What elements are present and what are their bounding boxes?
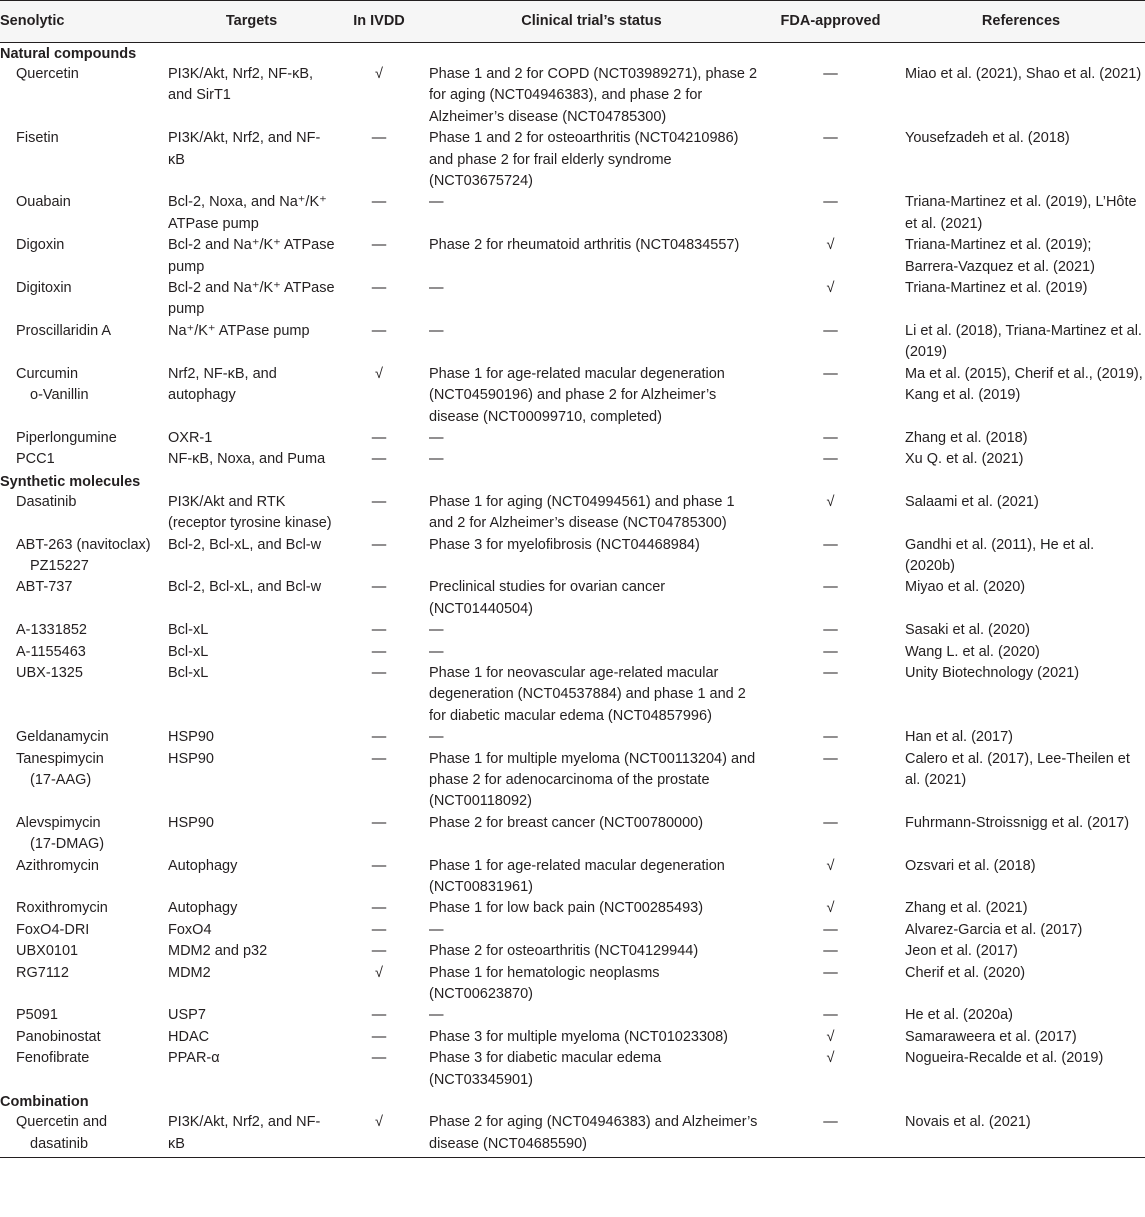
clinical-trial-cell: Phase 1 for age-related macular degeneration (NCT04590196) and phase 2 for Alzheimer’s disease (NCT00099710, completed) — [429, 365, 725, 425]
in-ivdd-cell: — — [371, 750, 387, 767]
fda-approved-cell: — — [823, 579, 838, 596]
senolytic-name — [0, 492, 164, 535]
targets-cell: Autophagy — [168, 857, 238, 874]
references-cell: Alvarez-Garcia et al. (2017) — [905, 921, 1083, 938]
targets-cell: HSP90 — [168, 729, 214, 746]
in-ivdd-cell: — — [371, 1050, 387, 1067]
table-row — [0, 128, 1145, 192]
fda-approved-cell: — — [823, 643, 838, 660]
in-ivdd-cell: — — [371, 194, 387, 211]
fda-approved-cell: — — [823, 66, 838, 82]
in-ivdd-cell: — — [371, 322, 387, 339]
in-ivdd-cell: — — [371, 643, 387, 660]
in-ivdd-cell: √ — [375, 66, 383, 82]
fda-approved-cell: — — [823, 729, 838, 746]
senolytic-name-line1: Digitoxin — [16, 280, 72, 297]
in-ivdd-cell: — — [371, 130, 387, 147]
targets-cell: HDAC — [168, 1028, 210, 1045]
header-row — [0, 1, 1145, 43]
clinical-trial-cell: Preclinical studies for ovarian cancer (NCT01440504) — [429, 579, 666, 617]
senolytic-name — [0, 235, 164, 278]
senolytic-name — [0, 963, 164, 1006]
targets-cell: Bcl-2 and Na⁺/K⁺ ATPase pump — [168, 280, 335, 318]
senolytic-name-line1: Digoxin — [16, 237, 65, 254]
senolytic-name — [0, 941, 164, 962]
clinical-trial-cell: — — [429, 322, 444, 339]
senolytic-name — [0, 749, 164, 813]
targets-cell: MDM2 — [168, 964, 211, 981]
senolytic-name-line1: A-1155463 — [16, 643, 86, 660]
clinical-trial-cell: Phase 1 for aging (NCT04994561) and phase 1 and 2 for Alzheimer’s disease (NCT04785300) — [429, 493, 735, 532]
targets-cell: HSP90 — [168, 750, 214, 767]
targets-cell: PPAR-α — [168, 1050, 220, 1067]
in-ivdd-cell: — — [371, 921, 387, 938]
section-title: Natural compounds — [0, 46, 137, 62]
senolytic-name-line1: Tanespimycin — [16, 750, 104, 767]
table-row — [0, 749, 1145, 813]
senolytic-name-line1: A-1331852 — [16, 622, 87, 639]
references-cell: Triana-Martinez et al. (2019); Barrera-Vazquez et al. (2021) — [905, 237, 1095, 275]
senolytic-name-line1: Dasatinib — [16, 493, 77, 510]
table-row — [0, 64, 1145, 128]
clinical-trial-cell: Phase 1 for hematologic neoplasms (NCT00623870) — [429, 964, 660, 1003]
clinical-trial-cell: Phase 1 and 2 for COPD (NCT03989271), phase 2 for aging (NCT04946383), and phase 2 for Alzheimer’s disease (NCT04785300) — [429, 66, 758, 125]
targets-cell: PI3K/Akt, Nrf2, NF-κB, and SirT1 — [168, 66, 314, 104]
references-cell: Yousefzadeh et al. (2018) — [905, 130, 1070, 147]
section-row — [0, 43, 1145, 65]
table-row — [0, 535, 1145, 578]
senolytic-name-line1: Panobinostat — [16, 1028, 101, 1045]
in-ivdd-cell: — — [371, 900, 387, 917]
fda-approved-cell: √ — [826, 280, 835, 297]
targets-cell: Bcl-xL — [168, 664, 209, 681]
senolytic-name — [0, 428, 164, 449]
senolytic-name-line1: RG7112 — [16, 964, 69, 981]
targets-cell: Bcl-2, Bcl-xL, and Bcl-w — [168, 536, 322, 553]
clinical-trial-cell: Phase 1 for age-related macular degeneration (NCT00831961) — [429, 857, 725, 896]
references-cell: Sasaki et al. (2020) — [905, 622, 1030, 639]
in-ivdd-cell: — — [371, 1007, 387, 1024]
senolytic-name-line1: ABT-263 (navitoclax) — [16, 536, 151, 553]
in-ivdd-cell: — — [371, 579, 387, 596]
senolytic-name-line2: dasatinib — [30, 1135, 89, 1152]
senolytic-name — [0, 278, 164, 321]
table-body — [0, 43, 1145, 1158]
senolytic-name — [0, 535, 164, 578]
targets-cell: PI3K/Akt and RTK (receptor tyrosine kinase) — [168, 493, 332, 532]
senolytic-name — [0, 192, 164, 235]
senolytic-name — [0, 1048, 164, 1091]
in-ivdd-cell: — — [371, 857, 387, 874]
in-ivdd-cell: √ — [375, 365, 383, 382]
clinical-trial-cell: Phase 1 for multiple myeloma (NCT00113204) and phase 2 for adenocarcinoma of the prostate (NCT00118092) — [429, 750, 756, 810]
senolytic-name — [0, 663, 164, 727]
header-in-ivdd: In IVDD — [339, 1, 419, 43]
targets-cell: Autophagy — [168, 900, 238, 917]
senolytic-name — [0, 920, 164, 941]
clinical-trial-cell: Phase 2 for osteoarthritis (NCT04129944) — [429, 943, 699, 960]
targets-cell: Bcl-2, Noxa, and Na⁺/K⁺ ATPase pump — [168, 194, 327, 232]
references-cell: Miao et al. (2021), Shao et al. (2021) — [905, 66, 1142, 82]
in-ivdd-cell: — — [371, 451, 387, 468]
references-cell: Salaami et al. (2021) — [905, 493, 1039, 510]
senolytic-name-line1: Geldanamycin — [16, 729, 109, 746]
table-row — [0, 898, 1145, 919]
references-cell: He et al. (2020a) — [905, 1007, 1014, 1024]
fda-approved-cell: — — [823, 365, 838, 382]
table-row — [0, 620, 1145, 641]
senolytic-name-line2: (17-DMAG) — [30, 836, 105, 853]
targets-cell: Bcl-2 and Na⁺/K⁺ ATPase pump — [168, 237, 335, 275]
in-ivdd-cell: — — [371, 622, 387, 639]
references-cell: Unity Biotechnology (2021) — [905, 664, 1080, 681]
senolytic-name — [0, 1005, 164, 1026]
references-cell: Zhang et al. (2021) — [905, 900, 1028, 917]
senolytic-name — [0, 813, 164, 856]
senolytic-name — [0, 1112, 164, 1157]
in-ivdd-cell: — — [371, 429, 387, 446]
references-cell: Cherif et al. (2020) — [905, 964, 1026, 981]
clinical-trial-cell: Phase 3 for myelofibrosis (NCT04468984) — [429, 536, 700, 553]
table-row — [0, 492, 1145, 535]
table-row — [0, 1112, 1145, 1157]
senolytic-name — [0, 856, 164, 899]
header-senolytic: Senolytic — [0, 1, 164, 43]
in-ivdd-cell: — — [371, 493, 387, 510]
in-ivdd-cell: — — [371, 237, 387, 254]
fda-approved-cell: √ — [826, 1028, 835, 1045]
senolytic-name-line1: Piperlongumine — [16, 429, 117, 446]
targets-cell: PI3K/Akt, Nrf2, and NF-κB — [168, 130, 321, 168]
clinical-trial-cell: — — [429, 280, 444, 297]
in-ivdd-cell: √ — [339, 1112, 419, 1157]
references-cell: Triana-Martinez et al. (2019), L’Hôte et al. (2021) — [905, 194, 1137, 232]
clinical-trial-cell: — — [429, 622, 444, 639]
header-fda-approved: FDA-approved — [764, 1, 897, 43]
in-ivdd-cell: — — [371, 536, 387, 553]
section-title: Combination — [0, 1094, 89, 1111]
senolytic-name-line1: PCC1 — [16, 451, 55, 468]
fda-approved-cell: — — [764, 1112, 897, 1157]
senolytic-name-line1: UBX0101 — [16, 943, 79, 960]
references-cell: Miyao et al. (2020) — [905, 579, 1026, 596]
table-row — [0, 813, 1145, 856]
fda-approved-cell: √ — [826, 1050, 835, 1067]
fda-approved-cell: — — [823, 194, 838, 211]
senolytic-name-line2: o-Vanillin — [30, 387, 89, 404]
senolytic-name-line1: Ouabain — [16, 194, 71, 211]
table-row — [0, 727, 1145, 748]
targets-cell: FoxO4 — [168, 921, 212, 938]
targets-cell: OXR-1 — [168, 429, 213, 446]
clinical-trial-cell: Phase 1 for neovascular age-related macular degeneration (NCT04537884) and phase 1 and 2 for diabetic macular edema (NCT04857996) — [429, 664, 746, 724]
clinical-trial-cell: — — [429, 729, 444, 746]
references-cell: Calero et al. (2017), Lee-Theilen et al. (2021) — [905, 750, 1130, 788]
senolytic-name-line1: ABT-737 — [16, 579, 73, 596]
in-ivdd-cell: — — [371, 1028, 387, 1045]
in-ivdd-cell: — — [371, 729, 387, 746]
senolytic-name-line1: Proscillaridin A — [16, 322, 112, 339]
references-cell: Li et al. (2018), Triana-Martinez et al. (2019) — [905, 322, 1142, 361]
references-cell: Samaraweera et al. (2017) — [905, 1028, 1077, 1045]
section-row — [0, 1091, 1145, 1112]
fda-approved-cell: √ — [826, 900, 835, 917]
senolytic-name-line1: Alevspimycin — [16, 814, 101, 831]
senolytic-name-line1: P5091 — [16, 1007, 58, 1024]
table-row — [0, 920, 1145, 941]
fda-approved-cell: — — [823, 536, 838, 553]
table-row — [0, 192, 1145, 235]
clinical-trial-cell: Phase 2 for aging (NCT04946383) and Alzheimer’s disease (NCT04685590) — [419, 1112, 764, 1157]
table-row — [0, 856, 1145, 899]
targets-cell: Bcl-xL — [168, 622, 209, 639]
senolytic-name — [0, 321, 164, 364]
targets-cell: NF-κB, Noxa, and Puma — [168, 451, 326, 468]
fda-approved-cell: √ — [826, 237, 835, 254]
targets-cell: HSP90 — [168, 814, 214, 831]
clinical-trial-cell: — — [429, 921, 444, 938]
table-row — [0, 278, 1145, 321]
references-cell: Gandhi et al. (2011), He et al. (2020b) — [905, 536, 1095, 574]
table-row — [0, 321, 1145, 364]
references-cell: Ma et al. (2015), Cherif et al., (2019), Kang et al. (2019) — [905, 365, 1143, 404]
senolytic-name-line1: Quercetin — [16, 66, 79, 82]
fda-approved-cell: — — [823, 429, 838, 446]
table-row — [0, 1005, 1145, 1026]
targets-cell: MDM2 and p32 — [168, 943, 268, 960]
fda-approved-cell: — — [823, 451, 838, 468]
senolytic-name — [0, 620, 164, 641]
fda-approved-cell: — — [823, 664, 838, 681]
fda-approved-cell: √ — [826, 493, 835, 510]
clinical-trial-cell: — — [429, 429, 444, 446]
references-cell: Nogueira-Recalde et al. (2019) — [905, 1050, 1104, 1067]
fda-approved-cell: — — [823, 814, 838, 831]
targets-cell: Na⁺/K⁺ ATPase pump — [168, 322, 310, 339]
table-row — [0, 941, 1145, 962]
targets-cell: Bcl-2, Bcl-xL, and Bcl-w — [168, 579, 322, 596]
clinical-trial-cell: Phase 3 for multiple myeloma (NCT01023308) — [429, 1028, 728, 1045]
fda-approved-cell: — — [823, 622, 838, 639]
senolytic-name-line1: UBX-1325 — [16, 664, 83, 681]
table-row — [0, 428, 1145, 449]
in-ivdd-cell: — — [371, 943, 387, 960]
clinical-trial-cell: Phase 1 for low back pain (NCT00285493) — [429, 900, 704, 917]
references-cell: Ozsvari et al. (2018) — [905, 857, 1036, 874]
senolytic-name-line1: Quercetin and — [16, 1114, 108, 1131]
table-row — [0, 449, 1145, 470]
table-row — [0, 235, 1145, 278]
senolytic-name — [0, 727, 164, 748]
references-cell: Novais et al. (2021) — [897, 1112, 1145, 1157]
senolytic-name — [0, 898, 164, 919]
table-row — [0, 1048, 1145, 1091]
references-cell: Zhang et al. (2018) — [905, 429, 1028, 446]
senolytic-name-line1: Roxithromycin — [16, 900, 108, 917]
senolytic-name — [0, 642, 164, 663]
senolytic-name-line2: (17-AAG) — [30, 772, 92, 788]
table-row — [0, 642, 1145, 663]
fda-approved-cell: — — [823, 943, 838, 960]
references-cell: Han et al. (2017) — [905, 729, 1014, 746]
clinical-trial-cell: Phase 2 for rheumatoid arthritis (NCT04834557) — [429, 237, 740, 254]
senolytic-name-line1: Curcumin — [16, 365, 79, 382]
references-cell: Wang L. et al. (2020) — [905, 643, 1040, 660]
section-row — [0, 471, 1145, 492]
senolytic-name — [0, 577, 164, 620]
fda-approved-cell: — — [823, 322, 838, 339]
fda-approved-cell: — — [823, 130, 838, 147]
references-cell: Fuhrmann-Stroissnigg et al. (2017) — [905, 814, 1130, 831]
references-cell: Jeon et al. (2017) — [905, 943, 1018, 960]
targets-cell: Bcl-xL — [168, 643, 209, 660]
targets-cell: Nrf2, NF-κB, and autophagy — [168, 365, 277, 404]
fda-approved-cell: — — [823, 964, 838, 981]
senolytic-name-line1: Fenofibrate — [16, 1050, 90, 1067]
clinical-trial-cell: — — [429, 194, 444, 211]
senolytic-name — [0, 128, 164, 192]
fda-approved-cell: √ — [826, 857, 835, 874]
references-cell: Triana-Martinez et al. (2019) — [905, 280, 1088, 297]
senolytic-name — [0, 449, 164, 470]
fda-approved-cell: — — [823, 1007, 838, 1024]
in-ivdd-cell: — — [371, 664, 387, 681]
references-cell: Xu Q. et al. (2021) — [905, 451, 1024, 468]
senolytic-name-line2: PZ15227 — [30, 557, 89, 574]
senolytic-name-line1: Fisetin — [16, 130, 59, 147]
targets-cell: PI3K/Akt, Nrf2, and NF-κB — [164, 1112, 339, 1157]
clinical-trial-cell: — — [429, 643, 444, 660]
senolytic-name — [0, 64, 164, 128]
table-row — [0, 364, 1145, 428]
table-row — [0, 663, 1145, 727]
targets-cell: USP7 — [168, 1007, 206, 1024]
clinical-trial-cell: Phase 3 for diabetic macular edema (NCT03345901) — [429, 1050, 662, 1088]
in-ivdd-cell: √ — [375, 964, 383, 981]
senolytic-name-line1: FoxO4-DRI — [16, 921, 90, 938]
senolytic-name — [0, 364, 164, 428]
clinical-trial-cell: Phase 1 and 2 for osteoarthritis (NCT04210986) and phase 2 for frail elderly syndrome (NCT03675724) — [429, 130, 739, 190]
senolytic-name-line1: Azithromycin — [16, 857, 99, 874]
table-row — [0, 1027, 1145, 1048]
clinical-trial-cell: — — [429, 1007, 444, 1024]
clinical-trial-cell: — — [429, 451, 444, 468]
senolytic-name — [0, 1027, 164, 1048]
clinical-trial-cell: Phase 2 for breast cancer (NCT00780000) — [429, 814, 704, 831]
in-ivdd-cell: — — [371, 814, 387, 831]
table-row — [0, 963, 1145, 1006]
header-targets: Targets — [164, 1, 339, 43]
fda-approved-cell: — — [823, 750, 838, 767]
header-clinical-trial-status: Clinical trial’s status — [419, 1, 764, 43]
header-references: References — [897, 1, 1145, 43]
fda-approved-cell: — — [823, 921, 838, 938]
section-title: Synthetic molecules — [0, 473, 141, 490]
table-row — [0, 577, 1145, 620]
in-ivdd-cell: — — [371, 280, 387, 297]
